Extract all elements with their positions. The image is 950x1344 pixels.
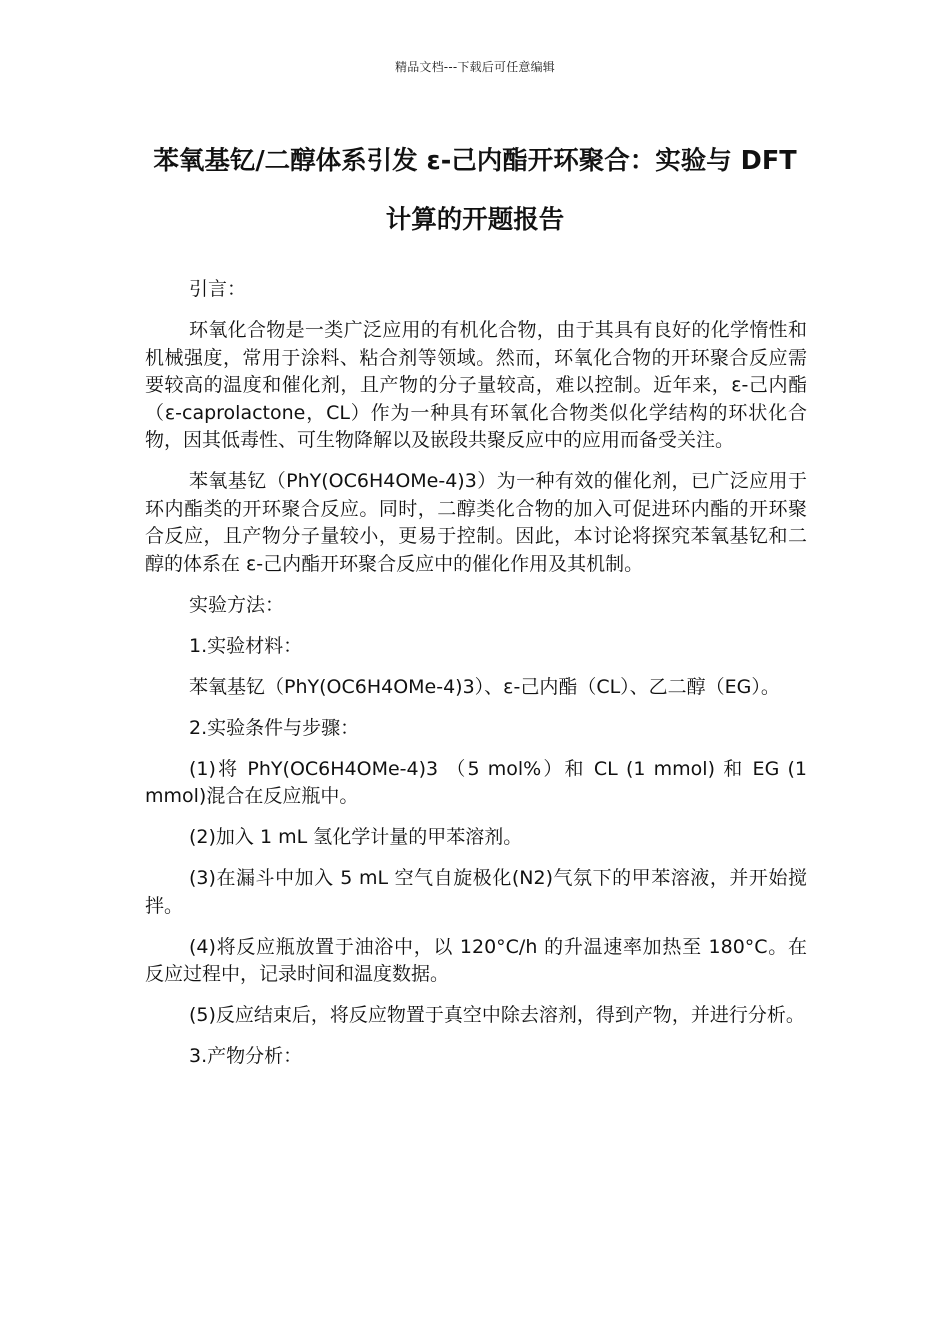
section-heading-introduction: 引言： (189, 278, 247, 300)
page-header-note: 精品文档---下载后可任意编辑 (395, 60, 555, 74)
section-heading-methods: 实验方法： (189, 593, 285, 616)
step-2: (2)加入 1 mL 氢化学计量的甲苯溶剂。 (189, 826, 523, 848)
document-title: 苯氧基钇/二醇体系引发 ε-己内酯开环聚合：实验与 DFT 计算的开题报告 (153, 146, 797, 235)
step-5: (5)反应结束后，将反应物置于真空中除去溶剂，得到产物，并进行分析。 (189, 1004, 805, 1026)
step-3: (3)在漏斗中加入 5 mL 空气自旋极化(N2)气氛下的甲苯溶液，并开始搅拌。 (145, 867, 807, 917)
subheading-materials: 1.实验材料： (189, 634, 303, 657)
paragraph-catalyst-background: 苯氧基钇（PhY(OC6H4OMe-4)3）为一种有效的催化剂，已广泛应用于环内酯类的开环聚合反应。同时，二醇类化合物的加入可促进环内酯的开环聚合反应，且产物分子量较小，更易于控制。因此，本讨论将探究苯氧基钇和二醇的体系在 ε-己内酯开环聚合反应中的催化作用及其机制。 (145, 470, 807, 575)
document-body (145, 276, 807, 1084)
paragraph-epoxy-background: 环氧化合物是一类广泛应用的有机化合物，由于其具有良好的化学惰性和机械强度，常用于涂料、粘合剂等领域。然而，环氧化合物的开环聚合反应需要较高的温度和催化剂，且产物的分子量较高，难以控制。近年来，ε-己内酯（ε-caprolactone，CL）作为一种具有环氧化合物类似化学结构的环状化合物，因其低毒性、可生物降解以及嵌段共聚反应中的应用而备受关注。 (145, 319, 807, 451)
step-1: (1)将 PhY(OC6H4OMe-4)3 （5 mol%）和 CL (1 mmol) 和 EG (1 mmol)混合在反应瓶中。 (145, 757, 807, 807)
step-4: (4)将反应瓶放置于油浴中，以 120°C/h 的升温速率加热至 180°C。在反应过程中，记录时间和温度数据。 (145, 935, 807, 985)
subheading-product-analysis: 3.产物分析： (189, 1045, 303, 1067)
paragraph-materials-list: 苯氧基钇（PhY(OC6H4OMe-4)3）、ε-己内酯（CL）、乙二醇（EG）。 (189, 675, 780, 698)
subheading-conditions-steps: 2.实验条件与步骤： (189, 716, 360, 739)
